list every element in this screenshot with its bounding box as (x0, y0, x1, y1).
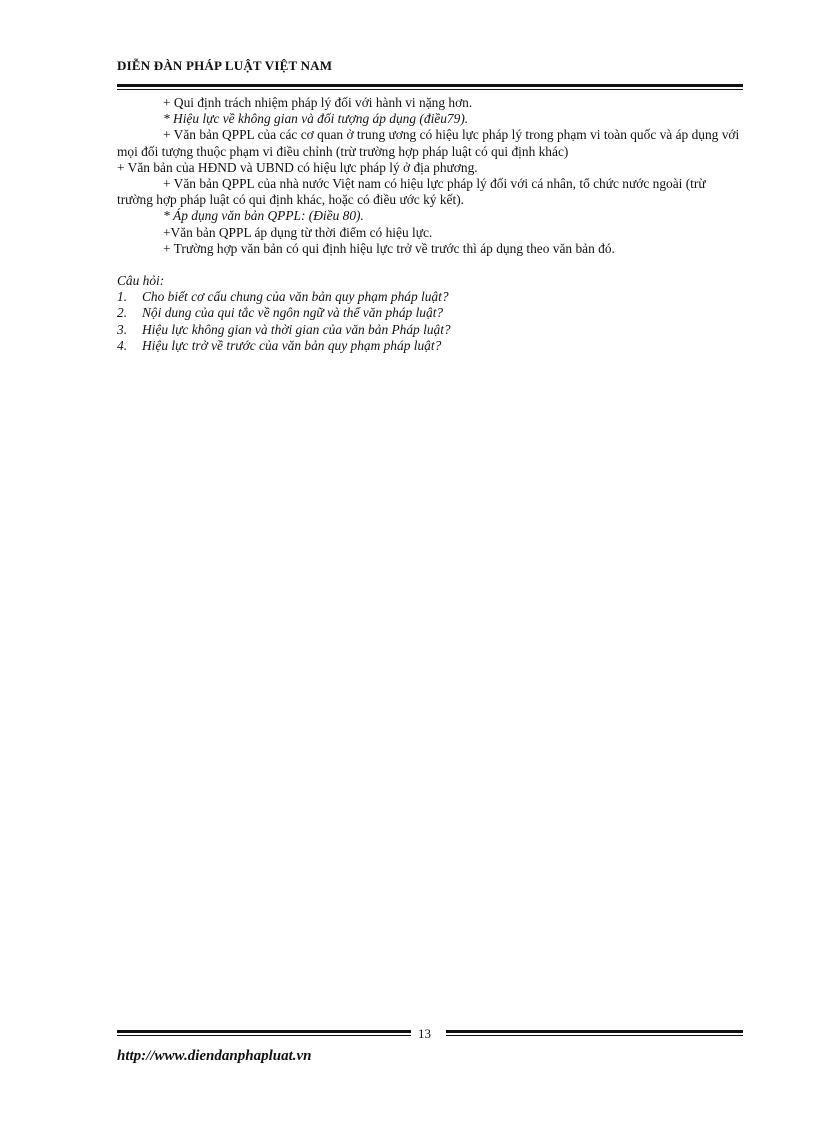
question-number: 4. (117, 337, 128, 353)
question-text: Cho biết cơ cấu chung của văn bản quy phạm pháp luật? (142, 289, 449, 305)
question-text: Hiệu lực trở về trước của văn bản quy phạm pháp luật? (142, 337, 442, 353)
question-number: 2. (117, 305, 128, 321)
paragraph: + Văn bản của HĐND và UBND có hiệu lực pháp lý ở địa phương. (117, 159, 478, 175)
document-body (117, 95, 743, 354)
footer-url[interactable]: http://www.diendanphapluat.vn (117, 1048, 312, 1064)
section-heading-scope: * Hiệu lực về không gian và đối tượng áp dụng (điều79). (163, 111, 469, 127)
question-number: 3. (117, 321, 128, 337)
footer-rule-right (446, 1030, 743, 1038)
question-text: Hiệu lực không gian và thời gian của văn bản Pháp luật? (142, 321, 451, 337)
question-number: 1. (117, 289, 128, 305)
question-item (117, 338, 743, 354)
question-item (117, 322, 743, 338)
header-rule-thick (117, 84, 743, 87)
paragraph: + Văn bản QPPL của các cơ quan ở trung ương có hiệu lực pháp lý trong phạm vi toàn quốc và áp dụng với mọi đối tượng thuộc phạm vi điều chỉnh (trừ trường hợp pháp luật có qui định khác) (117, 127, 740, 159)
paragraph: + Văn bản QPPL của nhà nước Việt nam có hiệu lực pháp lý đối với cá nhân, tổ chức nước ngoài (trừ trường hợp pháp luật có qui định khác, hoặc có điều ước ký kết). (117, 176, 706, 208)
paragraph: +Văn bản QPPL áp dụng từ thời điểm có hiệu lực. (163, 224, 433, 240)
questions-list (117, 289, 743, 354)
header-rule-thin (117, 89, 743, 90)
page-number: 13 (418, 1026, 431, 1041)
questions-heading: Câu hỏi: (117, 273, 165, 289)
header-title: DIỄN ĐÀN PHÁP LUẬT VIỆT NAM (117, 58, 333, 73)
paragraph: + Trường hợp văn bản có qui định hiệu lực trở về trước thì áp dụng theo văn bản đó. (163, 240, 615, 256)
paragraph: + Qui định trách nhiệm pháp lý đối với hành vi nặng hơn. (163, 95, 473, 110)
section-heading-application: * Áp dụng văn bản QPPL: (Điều 80). (163, 208, 364, 224)
question-item (117, 289, 743, 305)
footer-rule-left (117, 1030, 411, 1038)
question-text: Nội dung của qui tắc về ngôn ngữ và thể văn pháp luật? (142, 305, 444, 321)
question-item (117, 305, 743, 321)
